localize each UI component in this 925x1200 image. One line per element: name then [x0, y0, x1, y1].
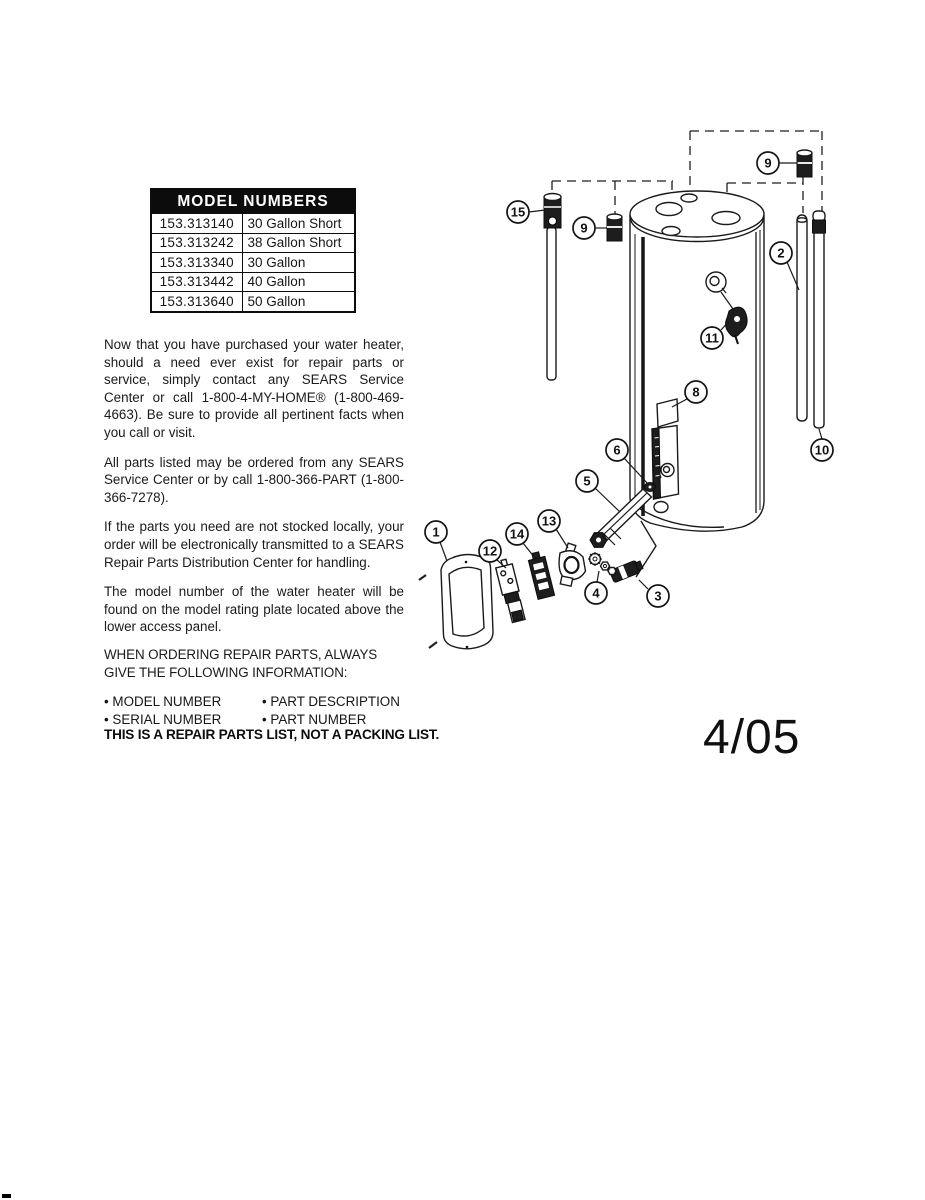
svg-text:9: 9: [580, 220, 588, 236]
pen-marks: [419, 575, 437, 648]
svg-text:1: 1: [432, 524, 440, 540]
element-nuts: [588, 552, 616, 575]
svg-text:8: 8: [692, 384, 700, 400]
page-corner-mark: [2, 1194, 11, 1198]
parts-order-paragraph: All parts listed may be ordered from any SEARS Service Center or by call 1-800-366-PART (1-800-366-7278).: [104, 454, 404, 505]
description-cell: 50 Gallon: [242, 292, 355, 312]
callout-4: [585, 582, 607, 604]
svg-text:6: 6: [613, 442, 621, 458]
svg-text:4: 4: [592, 585, 600, 601]
water-pipe-long: [813, 211, 826, 428]
callout-12: [479, 540, 501, 562]
date-code: 4/05: [703, 711, 801, 764]
svg-text:14: 14: [509, 526, 525, 542]
control-opening: [652, 426, 679, 500]
callout-2: [770, 242, 792, 264]
callout-3: [647, 585, 669, 607]
repair-list-notice: THIS IS A REPAIR PARTS LIST, NOT A PACKING LIST.: [104, 727, 440, 742]
bullet-item: • PART NUMBER: [262, 711, 367, 727]
svg-text:10: 10: [814, 442, 830, 458]
pipe-nipple-left: [607, 214, 622, 241]
pipe-nipple-right: [797, 150, 812, 177]
table-row: [151, 233, 355, 253]
description-cell: 38 Gallon Short: [242, 233, 355, 253]
info-text-column: [104, 336, 404, 729]
svg-text:9: 9: [764, 155, 772, 171]
svg-text:11: 11: [705, 330, 719, 346]
ordering-bullets: [104, 693, 404, 729]
svg-text:5: 5: [583, 473, 591, 489]
bullet-item: • PART DESCRIPTION: [262, 694, 400, 710]
callout-13: [538, 510, 560, 532]
svg-text:12: 12: [482, 543, 498, 559]
description-cell: 40 Gallon: [242, 272, 355, 292]
thermostat: [527, 551, 555, 600]
table-row: [151, 292, 355, 312]
water-pipe-short: [797, 215, 807, 421]
model-cell: 153.313242: [151, 233, 242, 253]
bullet-item: • SERIAL NUMBER: [104, 711, 222, 727]
callout-5: [576, 470, 598, 492]
table-row: [151, 272, 355, 292]
model-cell: 153.313140: [151, 214, 242, 234]
description-cell: 30 Gallon: [242, 253, 355, 273]
anode-rod: [544, 194, 561, 381]
model-numbers-table: [150, 188, 356, 313]
intro-paragraph: Now that you have purchased your water heater, should a need ever exist for repair parts or service, simply contact any SEARS Service Center or call 1-800-4-MY-HOME® (1-800-469-4663). Be sure to provide all pertinent facts when you call or visit.: [104, 337, 404, 440]
table-row: [151, 253, 355, 273]
callout-1: [425, 521, 447, 543]
svg-text:2: 2: [777, 245, 785, 261]
tank-body: [630, 191, 764, 531]
table-header: MODEL NUMBERS: [151, 189, 355, 214]
callout-8: [685, 381, 707, 403]
callout-10: [811, 439, 833, 461]
table-row: [151, 214, 355, 234]
callout-15: [507, 201, 529, 223]
water-heater-parts-diagram: [415, 106, 865, 671]
svg-text:13: 13: [541, 513, 557, 529]
thermostat-bracket: [559, 543, 585, 586]
svg-text:3: 3: [654, 588, 662, 604]
callout-14: [506, 523, 528, 545]
model-cell: 153.313442: [151, 272, 242, 292]
description-cell: 30 Gallon Short: [242, 214, 355, 234]
model-cell: 153.313640: [151, 292, 242, 312]
callout-9-left: [573, 217, 595, 239]
model-location-paragraph: The model number of the water heater will be found on the model rating plate located above the lower access panel.: [104, 584, 404, 635]
callout-6: [606, 439, 628, 461]
svg-text:15: 15: [510, 204, 526, 220]
limit-switch: [494, 558, 526, 623]
stocking-paragraph: If the parts you need are not stocked locally, your order will be electronically transmitted to a SEARS Repair Parts Distribution Center for handling.: [104, 519, 404, 570]
access-panel: [441, 555, 493, 649]
model-cell: 153.313340: [151, 253, 242, 273]
callout-9-top: [757, 152, 779, 174]
callout-11: [701, 327, 723, 349]
ordering-heading: WHEN ORDERING REPAIR PARTS, ALWAYS GIVE THE FOLLOWING INFORMATION:: [104, 646, 378, 680]
bullet-item: • MODEL NUMBER: [104, 694, 222, 710]
